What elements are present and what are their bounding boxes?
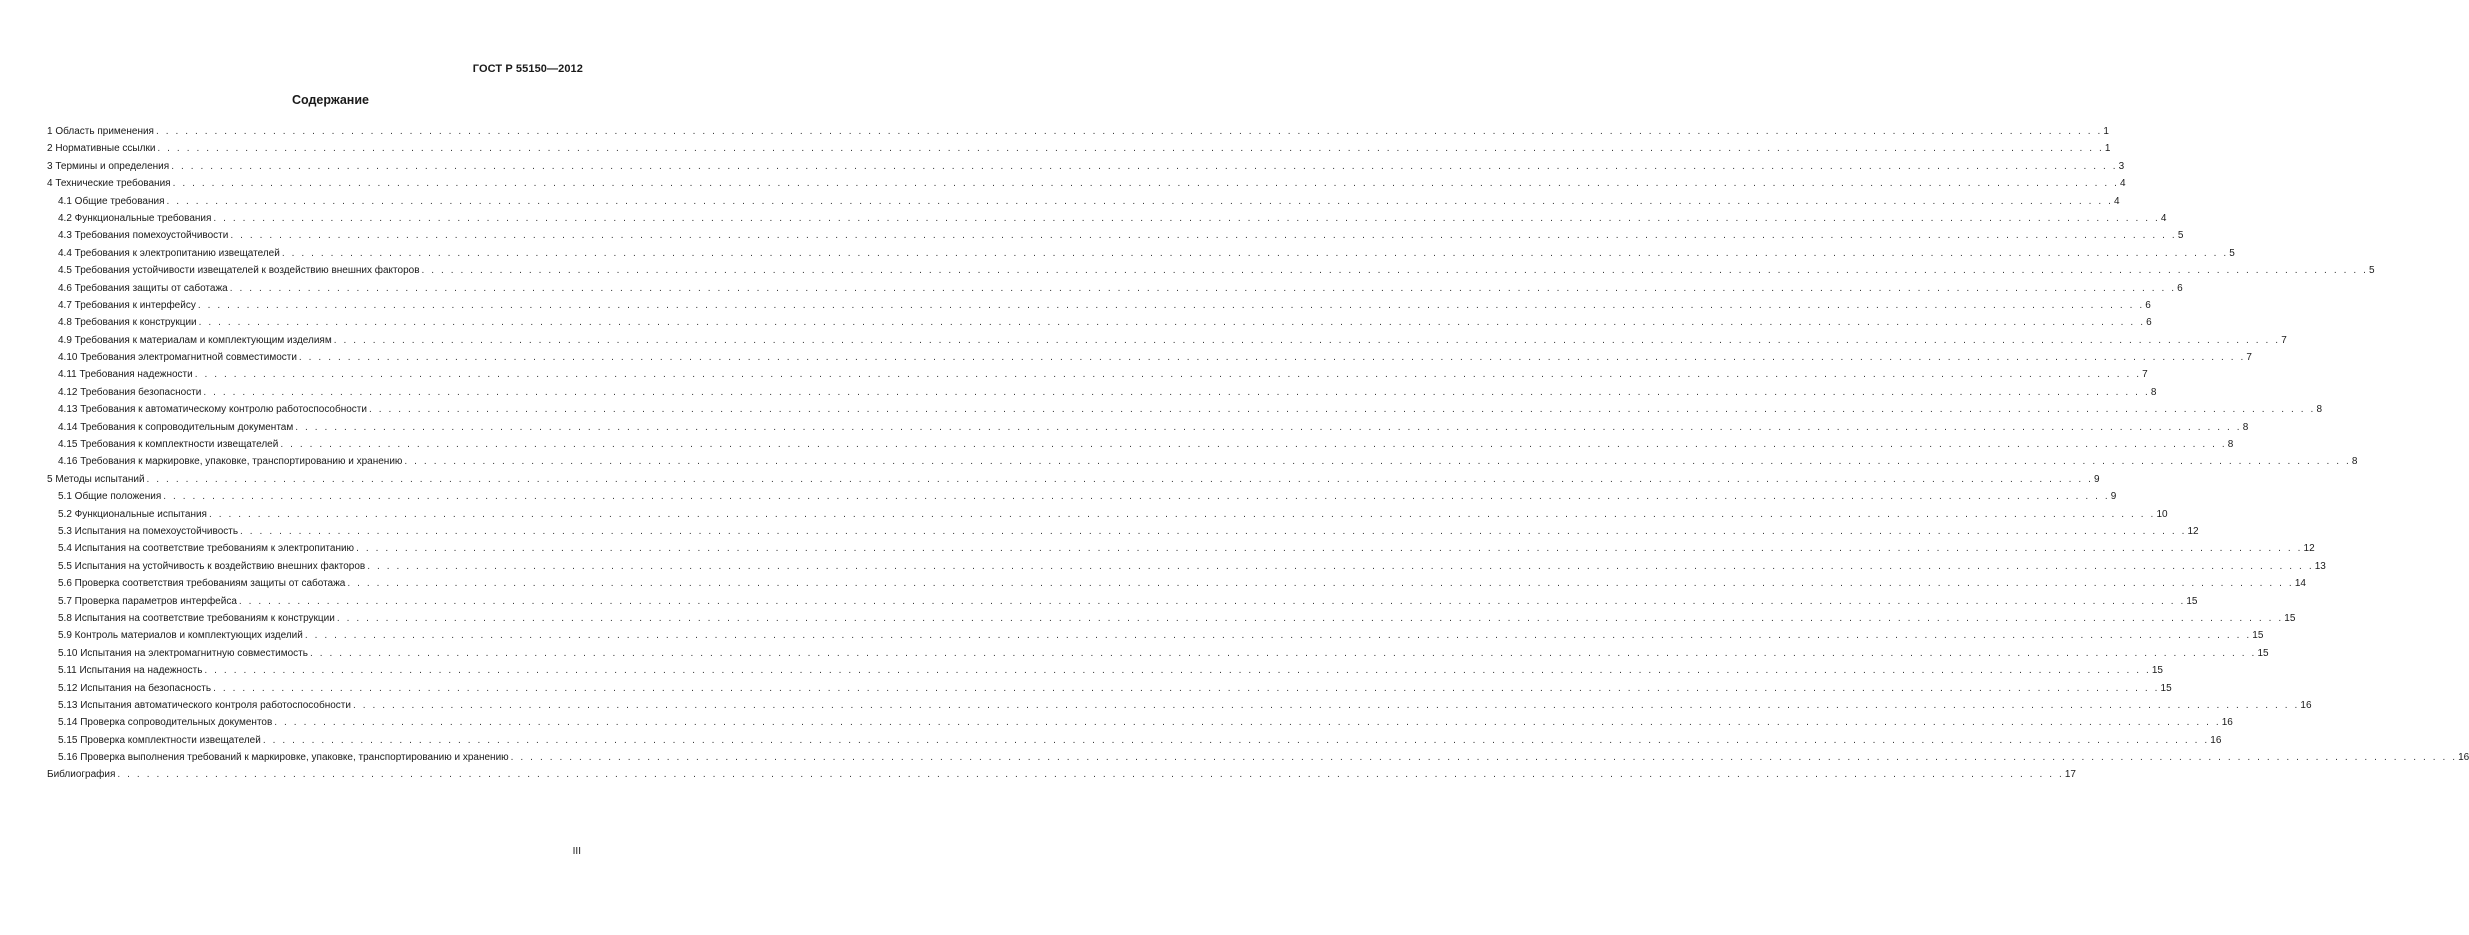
toc-entry-label: 4.16 Требования к маркировке, упаковке, транспортированию и хранению bbox=[58, 456, 403, 468]
toc-entry bbox=[47, 645, 2269, 662]
dot-leader: . . . . . . . . . . . . . . . . . . . . . . . . . . . . . . . . . . . . . . . . . . . . . . . . . . . . . . . . . . . . . . . . . . . . . . . . . . . . . . . . . . . . . . . . . . . . . . . . . . . . . . . . . . . . . . . . . . . . . . . . . . . . . . . . . . . . . . . . . . . . . . . . . . . . . . . . . . . . . . . . . . . . . . . . . . . . . . . . . . . . . . . . . . . . . . . . . . . . . . . . bbox=[274, 717, 2221, 729]
toc-entry bbox=[47, 540, 2315, 557]
toc-entry bbox=[47, 610, 2296, 627]
toc-entry-page: 1 bbox=[2103, 126, 2109, 137]
toc-entry-label: 4.2 Функциональные требования bbox=[58, 212, 212, 224]
toc-entry-label: 5.11 Испытания на надежность bbox=[58, 665, 203, 677]
page-folio: III bbox=[572, 846, 581, 857]
toc-entry bbox=[47, 332, 2287, 349]
toc-entry-page: 16 bbox=[2458, 752, 2469, 764]
toc-entry bbox=[47, 766, 2076, 783]
toc-entry-label: 4.9 Требования к материалам и комплектующим изделиям bbox=[58, 334, 332, 346]
dot-leader: . . . . . . . . . . . . . . . . . . . . . . . . . . . . . . . . . . . . . . . . . . . . . . . . . . . . . . . . . . . . . . . . . . . . . . . . . . . . . . . . . . . . . . . . . . . . . . . . . . . . . . . . . . . . . . . . . . . . . . . . . . . . . . . . . . . . . . . . . . . . . . . . . . . . . . . . . . . . . . . . . . . . . . . . . . . . . . . . . . . . . . . . . . . . . . . . . . . . . . . . bbox=[356, 543, 2303, 555]
dot-leader: . . . . . . . . . . . . . . . . . . . . . . . . . . . . . . . . . . . . . . . . . . . . . . . . . . . . . . . . . . . . . . . . . . . . . . . . . . . . . . . . . . . . . . . . . . . . . . . . . . . . . . . . . . . . . . . . . . . . . . . . . . . . . . . . . . . . . . . . . . . . . . . . . . . . . . . . . . . . . . . . . . . . . . . . . . . . . . . . . . . . . . . . . . . . . . . . . . . . . . . . bbox=[229, 282, 2177, 294]
toc-entry bbox=[47, 749, 2469, 766]
toc-entry-label: 4.11 Требования надежности bbox=[58, 369, 193, 381]
toc-entry bbox=[47, 227, 2184, 244]
toc-entry-page: 6 bbox=[2177, 282, 2183, 294]
toc-entry-page: 7 bbox=[2246, 352, 2252, 364]
standard-designation: ГОСТ Р 55150—2012 bbox=[472, 63, 583, 75]
toc-entry-label: 4.3 Требования помехоустойчивости bbox=[58, 230, 229, 242]
dot-leader: . . . . . . . . . . . . . . . . . . . . . . . . . . . . . . . . . . . . . . . . . . . . . . . . . . . . . . . . . . . . . . . . . . . . . . . . . . . . . . . . . . . . . . . . . . . . . . . . . . . . . . . . . . . . . . . . . . . . . . . . . . . . . . . . . . . . . . . . . . . . . . . . . . . . . . . . . . . . . . . . . . . . . . . . . . . . . . . . . . . . . . . . . . . . . . . . . . . . . . . . bbox=[262, 734, 2210, 746]
toc-entry-page: 7 bbox=[2142, 369, 2148, 381]
toc-entry-page: 15 bbox=[2252, 630, 2264, 642]
toc-entry-label: 5.2 Функциональные испытания bbox=[58, 508, 207, 520]
toc-entry-page: 4 bbox=[2160, 212, 2167, 224]
dot-leader: . . . . . . . . . . . . . . . . . . . . . . . . . . . . . . . . . . . . . . . . . . . . . . . . . . . . . . . . . . . . . . . . . . . . . . . . . . . . . . . . . . . . . . . . . . . . . . . . . . . . . . . . . . . . . . . . . . . . . . . . . . . . . . . . . . . . . . . . . . . . . . . . . . . . . . . . . . . . . . . . . . . . . . . . . . . . . . . . . . . . . . . . . . . . . . . . . . . . . . . . bbox=[203, 386, 2150, 398]
dot-leader: . . . . . . . . . . . . . . . . . . . . . . . . . . . . . . . . . . . . . . . . . . . . . . . . . . . . . . . . . . . . . . . . . . . . . . . . . . . . . . . . . . . . . . . . . . . . . . . . . . . . . . . . . . . . . . . . . . . . . . . . . . . . . . . . . . . . . . . . . . . . . . . . . . . . . . . . . . . . . . . . . . . . . . . . . . . . . . . . . . . . . . . . . . . . . . . . . . . . . . . . bbox=[146, 473, 2093, 485]
toc-entry-page: 4 bbox=[2113, 195, 2120, 207]
toc-entry-page: 4 bbox=[2120, 178, 2126, 190]
toc-entry-page: 8 bbox=[2316, 404, 2322, 416]
toc-entry-label: 4.10 Требования электромагнитной совместимости bbox=[58, 352, 297, 364]
toc-entry bbox=[47, 140, 2111, 157]
toc-entry-label: 1 Область применения bbox=[47, 126, 154, 137]
toc-entry bbox=[47, 453, 2358, 470]
toc-entry-label: 5.7 Проверка параметров интерфейса bbox=[58, 595, 237, 607]
dot-leader: . . . . . . . . . . . . . . . . . . . . . . . . . . . . . . . . . . . . . . . . . . . . . . . . . . . . . . . . . . . . . . . . . . . . . . . . . . . . . . . . . . . . . . . . . . . . . . . . . . . . . . . . . . . . . . . . . . . . . . . . . . . . . . . . . . . . . . . . . . . . . . . . . . . . . . . . . . . . . . . . . . . . . . . . . . . . . . . . . . . . . . . . . . . . . . . . . . . . . . . . bbox=[336, 612, 2284, 624]
toc-entry bbox=[47, 280, 2183, 297]
toc-entry-page: 14 bbox=[2294, 578, 2306, 590]
toc-entry-label: 5.8 Испытания на соответствие требованиям к конструкции bbox=[58, 612, 335, 624]
toc-entry-label: 4.1 Общие требования bbox=[58, 195, 165, 207]
toc-entry-label: 4.8 Требования к конструкции bbox=[58, 317, 197, 329]
toc-entry bbox=[47, 210, 2167, 227]
toc-entry-page: 8 bbox=[2242, 421, 2249, 433]
dot-leader: . . . . . . . . . . . . . . . . . . . . . . . . . . . . . . . . . . . . . . . . . . . . . . . . . . . . . . . . . . . . . . . . . . . . . . . . . . . . . . . . . . . . . . . . . . . . . . . . . . . . . . . . . . . . . . . . . . . . . . . . . . . . . . . . . . . . . . . . . . . . . . . . . . . . . . . . . . . . . . . . . . . . . . . . . . . . . . . . . . . . . . . . . . . . . . . . . . . . . . . . bbox=[194, 369, 2142, 381]
toc-entry-page: 15 bbox=[2160, 682, 2172, 694]
toc-entry-page: 15 bbox=[2186, 595, 2198, 607]
toc-entry-page: 6 bbox=[2145, 299, 2151, 311]
toc-entry-page: 16 bbox=[2221, 717, 2233, 729]
toc-entry bbox=[47, 488, 2117, 505]
dot-leader: . . . . . . . . . . . . . . . . . . . . . . . . . . . . . . . . . . . . . . . . . . . . . . . . . . . . . . . . . . . . . . . . . . . . . . . . . . . . . . . . . . . . . . . . . . . . . . . . . . . . . . . . . . . . . . . . . . . . . . . . . . . . . . . . . . . . . . . . . . . . . . . . . . . . . . . . . . . . . . . . . . . . . . . . . . . . . . . . . . . . . . . . . . . . . . . . . . . . . . . . bbox=[295, 421, 2242, 433]
toc-entry-page: 10 bbox=[2156, 508, 2168, 520]
dot-leader: . . . . . . . . . . . . . . . . . . . . . . . . . . . . . . . . . . . . . . . . . . . . . . . . . . . . . . . . . . . . . . . . . . . . . . . . . . . . . . . . . . . . . . . . . . . . . . . . . . . . . . . . . . . . . . . . . . . . . . . . . . . . . . . . . . . . . . . . . . . . . . . . . . . . . . . . . . . . . . . . . . . . . . . . . . . . . . . . . . . . . . . . . . . . . . . . . . . . . . . . bbox=[117, 769, 2064, 781]
toc-entry-label: 4.12 Требования безопасности bbox=[58, 386, 202, 398]
toc-entry-page: 5 bbox=[2368, 265, 2375, 277]
dot-leader: . . . . . . . . . . . . . . . . . . . . . . . . . . . . . . . . . . . . . . . . . . . . . . . . . . . . . . . . . . . . . . . . . . . . . . . . . . . . . . . . . . . . . . . . . . . . . . . . . . . . . . . . . . . . . . . . . . . . . . . . . . . . . . . . . . . . . . . . . . . . . . . . . . . . . . . . . . . . . . . . . . . . . . . . . . . . . . . . . . . . . . . . . . . . . . . . . . . . . . . . bbox=[333, 334, 2281, 346]
dot-leader: . . . . . . . . . . . . . . . . . . . . . . . . . . . . . . . . . . . . . . . . . . . . . . . . . . . . . . . . . . . . . . . . . . . . . . . . . . . . . . . . . . . . . . . . . . . . . . . . . . . . . . . . . . . . . . . . . . . . . . . . . . . . . . . . . . . . . . . . . . . . . . . . . . . . . . . . . . . . . . . . . . . . . . . . . . . . . . . . . . . . . . . . . . . . . . . . . . . . . . . . bbox=[421, 265, 2368, 277]
dot-leader: . . . . . . . . . . . . . . . . . . . . . . . . . . . . . . . . . . . . . . . . . . . . . . . . . . . . . . . . . . . . . . . . . . . . . . . . . . . . . . . . . . . . . . . . . . . . . . . . . . . . . . . . . . . . . . . . . . . . . . . . . . . . . . . . . . . . . . . . . . . . . . . . . . . . . . . . . . . . . . . . . . . . . . . . . . . . . . . . . . . . . . . . . . . . . . . . . . . . . . . . bbox=[197, 299, 2145, 311]
toc-entry-label: 5.6 Проверка соответствия требованиям защиты от саботажа bbox=[58, 578, 346, 590]
toc-entry-label: 4.6 Требования защиты от саботажа bbox=[58, 282, 228, 294]
dot-leader: . . . . . . . . . . . . . . . . . . . . . . . . . . . . . . . . . . . . . . . . . . . . . . . . . . . . . . . . . . . . . . . . . . . . . . . . . . . . . . . . . . . . . . . . . . . . . . . . . . . . . . . . . . . . . . . . . . . . . . . . . . . . . . . . . . . . . . . . . . . . . . . . . . . . . . . . . . . . . . . . . . . . . . . . . . . . . . . . . . . . . . . . . . . . . . . . . . . . . . . . bbox=[198, 317, 2146, 329]
toc-entry-page: 3 bbox=[2118, 160, 2125, 172]
dot-leader: . . . . . . . . . . . . . . . . . . . . . . . . . . . . . . . . . . . . . . . . . . . . . . . . . . . . . . . . . . . . . . . . . . . . . . . . . . . . . . . . . . . . . . . . . . . . . . . . . . . . . . . . . . . . . . . . . . . . . . . . . . . . . . . . . . . . . . . . . . . . . . . . . . . . . . . . . . . . . . . . . . . . . . . . . . . . . . . . . . . . . . . . . . . . . . . . . . . . . . . . bbox=[404, 456, 2351, 468]
dot-leader: . . . . . . . . . . . . . . . . . . . . . . . . . . . . . . . . . . . . . . . . . . . . . . . . . . . . . . . . . . . . . . . . . . . . . . . . . . . . . . . . . . . . . . . . . . . . . . . . . . . . . . . . . . . . . . . . . . . . . . . . . . . . . . . . . . . . . . . . . . . . . . . . . . . . . . . . . . . . . . . . . . . . . . . . . . . . . . . . . . . . . . . . . . . . . . . . . . . . . . . . bbox=[309, 647, 2257, 659]
toc-entry bbox=[47, 732, 2222, 749]
toc-entry-page: 6 bbox=[2146, 317, 2152, 329]
toc-entry-page: 9 bbox=[2094, 473, 2100, 485]
toc-entry-label: 5.9 Контроль материалов и комплектующих изделий bbox=[58, 630, 303, 642]
toc-entry-label: 5.5 Испытания на устойчивость к воздействию внешних факторов bbox=[58, 560, 366, 572]
dot-leader: . . . . . . . . . . . . . . . . . . . . . . . . . . . . . . . . . . . . . . . . . . . . . . . . . . . . . . . . . . . . . . . . . . . . . . . . . . . . . . . . . . . . . . . . . . . . . . . . . . . . . . . . . . . . . . . . . . . . . . . . . . . . . . . . . . . . . . . . . . . . . . . . . . . . . . . . . . . . . . . . . . . . . . . . . . . . . . . . . . . . . . . . . . . . . . . . . . . . . . . . bbox=[238, 595, 2186, 607]
toc-entry bbox=[47, 436, 2234, 453]
toc-entry-label: 5.13 Испытания автоматического контроля работоспособности bbox=[58, 699, 351, 711]
toc-entry bbox=[47, 158, 2125, 175]
toc-entry-label: 4.5 Требования устойчивости извещателей к воздействию внешних факторов bbox=[58, 265, 420, 277]
toc-entry bbox=[47, 662, 2163, 679]
dot-leader: . . . . . . . . . . . . . . . . . . . . . . . . . . . . . . . . . . . . . . . . . . . . . . . . . . . . . . . . . . . . . . . . . . . . . . . . . . . . . . . . . . . . . . . . . . . . . . . . . . . . . . . . . . . . . . . . . . . . . . . . . . . . . . . . . . . . . . . . . . . . . . . . . . . . . . . . . . . . . . . . . . . . . . . . . . . . . . . . . . . . . . . . . . . . . . . . . . . . . . . . bbox=[367, 560, 2314, 572]
toc-entry-page: 12 bbox=[2187, 525, 2199, 537]
toc-entry-label: 5.10 Испытания на электромагнитную совместимость bbox=[58, 647, 308, 659]
toc-entry bbox=[47, 175, 2126, 192]
toc-entry-page: 16 bbox=[2300, 699, 2312, 711]
toc-entry bbox=[47, 680, 2172, 697]
toc-entry bbox=[47, 523, 2199, 540]
toc-entry bbox=[47, 471, 2100, 488]
toc-entry-page: 8 bbox=[2351, 456, 2358, 468]
table-of-contents bbox=[47, 123, 2469, 784]
toc-entry-page: 17 bbox=[2064, 769, 2076, 781]
toc-entry bbox=[47, 366, 2148, 383]
toc-entry-label: 2 Нормативные ссылки bbox=[47, 143, 156, 155]
dot-leader: . . . . . . . . . . . . . . . . . . . . . . . . . . . . . . . . . . . . . . . . . . . . . . . . . . . . . . . . . . . . . . . . . . . . . . . . . . . . . . . . . . . . . . . . . . . . . . . . . . . . . . . . . . . . . . . . . . . . . . . . . . . . . . . . . . . . . . . . . . . . . . . . . . . . . . . . . . . . . . . . . . . . . . . . . . . . . . . . . . . . . . . . . . . . . . . . . . . . . . . . bbox=[172, 178, 2120, 190]
toc-entry bbox=[47, 419, 2249, 436]
toc-entry-page: 15 bbox=[2284, 612, 2296, 624]
toc-entry bbox=[47, 558, 2326, 575]
dot-leader: . . . . . . . . . . . . . . . . . . . . . . . . . . . . . . . . . . . . . . . . . . . . . . . . . . . . . . . . . . . . . . . . . . . . . . . . . . . . . . . . . . . . . . . . . . . . . . . . . . . . . . . . . . . . . . . . . . . . . . . . . . . . . . . . . . . . . . . . . . . . . . . . . . . . . . . . . . . . . . . . . . . . . . . . . . . . . . . . . . . . . . . . . . . . . . . . . . . . . . . . bbox=[163, 491, 2110, 503]
dot-leader: . . . . . . . . . . . . . . . . . . . . . . . . . . . . . . . . . . . . . . . . . . . . . . . . . . . . . . . . . . . . . . . . . . . . . . . . . . . . . . . . . . . . . . . . . . . . . . . . . . . . . . . . . . . . . . . . . . . . . . . . . . . . . . . . . . . . . . . . . . . . . . . . . . . . . . . . . . . . . . . . . . . . . . . . . . . . . . . . . . . . . . . . . . . . . . . . . . . . . . . . bbox=[510, 752, 2458, 764]
toc-entry-page: 16 bbox=[2210, 734, 2222, 746]
toc-entry-label: Библиография bbox=[47, 769, 116, 781]
dot-leader: . . . . . . . . . . . . . . . . . . . . . . . . . . . . . . . . . . . . . . . . . . . . . . . . . . . . . . . . . . . . . . . . . . . . . . . . . . . . . . . . . . . . . . . . . . . . . . . . . . . . . . . . . . . . . . . . . . . . . . . . . . . . . . . . . . . . . . . . . . . . . . . . . . . . . . . . . . . . . . . . . . . . . . . . . . . . . . . . . . . . . . . . . . . . . . . . . . . . . . . . bbox=[155, 126, 2103, 137]
dot-leader: . . . . . . . . . . . . . . . . . . . . . . . . . . . . . . . . . . . . . . . . . . . . . . . . . . . . . . . . . . . . . . . . . . . . . . . . . . . . . . . . . . . . . . . . . . . . . . . . . . . . . . . . . . . . . . . . . . . . . . . . . . . . . . . . . . . . . . . . . . . . . . . . . . . . . . . . . . . . . . . . . . . . . . . . . . . . . . . . . . . . . . . . . . . . . . . . . . . . . . . . bbox=[166, 195, 2113, 207]
toc-entry bbox=[47, 575, 2306, 592]
toc-entry-page: 1 bbox=[2104, 143, 2111, 155]
dot-leader: . . . . . . . . . . . . . . . . . . . . . . . . . . . . . . . . . . . . . . . . . . . . . . . . . . . . . . . . . . . . . . . . . . . . . . . . . . . . . . . . . . . . . . . . . . . . . . . . . . . . . . . . . . . . . . . . . . . . . . . . . . . . . . . . . . . . . . . . . . . . . . . . . . . . . . . . . . . . . . . . . . . . . . . . . . . . . . . . . . . . . . . . . . . . . . . . . . . . . . . . bbox=[157, 143, 2104, 155]
toc-entry-label: 5 Методы испытаний bbox=[47, 473, 145, 485]
toc-entry bbox=[47, 123, 2109, 140]
toc-entry bbox=[47, 506, 2168, 523]
toc-entry bbox=[47, 697, 2312, 714]
toc-entry-page: 5 bbox=[2177, 230, 2184, 242]
toc-entry bbox=[47, 593, 2198, 610]
toc-entry-page: 5 bbox=[2229, 247, 2235, 259]
toc-entry-label: 5.14 Проверка сопроводительных документов bbox=[58, 717, 273, 729]
toc-entry bbox=[47, 262, 2375, 279]
toc-entry-label: 5.4 Испытания на соответствие требованиям к электропитанию bbox=[58, 543, 355, 555]
toc-entry-label: 4.15 Требования к комплектности извещателей bbox=[58, 439, 279, 451]
page-title: Содержание bbox=[291, 93, 369, 107]
toc-entry bbox=[47, 245, 2235, 262]
dot-leader: . . . . . . . . . . . . . . . . . . . . . . . . . . . . . . . . . . . . . . . . . . . . . . . . . . . . . . . . . . . . . . . . . . . . . . . . . . . . . . . . . . . . . . . . . . . . . . . . . . . . . . . . . . . . . . . . . . . . . . . . . . . . . . . . . . . . . . . . . . . . . . . . . . . . . . . . . . . . . . . . . . . . . . . . . . . . . . . . . . . . . . . . . . . . . . . . . . . . . . . . bbox=[280, 439, 2227, 451]
dot-leader: . . . . . . . . . . . . . . . . . . . . . . . . . . . . . . . . . . . . . . . . . . . . . . . . . . . . . . . . . . . . . . . . . . . . . . . . . . . . . . . . . . . . . . . . . . . . . . . . . . . . . . . . . . . . . . . . . . . . . . . . . . . . . . . . . . . . . . . . . . . . . . . . . . . . . . . . . . . . . . . . . . . . . . . . . . . . . . . . . . . . . . . . . . . . . . . . . . . . . . . . bbox=[213, 682, 2160, 694]
toc-entry-page: 13 bbox=[2314, 560, 2326, 572]
toc-entry-label: 5.3 Испытания на помехоустойчивость bbox=[58, 525, 239, 537]
dot-leader: . . . . . . . . . . . . . . . . . . . . . . . . . . . . . . . . . . . . . . . . . . . . . . . . . . . . . . . . . . . . . . . . . . . . . . . . . . . . . . . . . . . . . . . . . . . . . . . . . . . . . . . . . . . . . . . . . . . . . . . . . . . . . . . . . . . . . . . . . . . . . . . . . . . . . . . . . . . . . . . . . . . . . . . . . . . . . . . . . . . . . . . . . . . . . . . . . . . . . . . . bbox=[204, 665, 2151, 677]
toc-entry bbox=[47, 401, 2322, 418]
toc-entry-page: 15 bbox=[2151, 665, 2163, 677]
toc-entry bbox=[47, 349, 2252, 366]
toc-entry-page: 12 bbox=[2303, 543, 2315, 555]
dot-leader: . . . . . . . . . . . . . . . . . . . . . . . . . . . . . . . . . . . . . . . . . . . . . . . . . . . . . . . . . . . . . . . . . . . . . . . . . . . . . . . . . . . . . . . . . . . . . . . . . . . . . . . . . . . . . . . . . . . . . . . . . . . . . . . . . . . . . . . . . . . . . . . . . . . . . . . . . . . . . . . . . . . . . . . . . . . . . . . . . . . . . . . . . . . . . . . . . . . . . . . . bbox=[240, 525, 2187, 537]
toc-entry-page: 7 bbox=[2281, 334, 2287, 346]
dot-leader: . . . . . . . . . . . . . . . . . . . . . . . . . . . . . . . . . . . . . . . . . . . . . . . . . . . . . . . . . . . . . . . . . . . . . . . . . . . . . . . . . . . . . . . . . . . . . . . . . . . . . . . . . . . . . . . . . . . . . . . . . . . . . . . . . . . . . . . . . . . . . . . . . . . . . . . . . . . . . . . . . . . . . . . . . . . . . . . . . . . . . . . . . . . . . . . . . . . . . . . . bbox=[213, 212, 2160, 224]
toc-entry bbox=[47, 714, 2233, 731]
toc-entry-label: 5.1 Общие положения bbox=[58, 491, 162, 503]
toc-entry-page: 8 bbox=[2227, 439, 2234, 451]
dot-leader: . . . . . . . . . . . . . . . . . . . . . . . . . . . . . . . . . . . . . . . . . . . . . . . . . . . . . . . . . . . . . . . . . . . . . . . . . . . . . . . . . . . . . . . . . . . . . . . . . . . . . . . . . . . . . . . . . . . . . . . . . . . . . . . . . . . . . . . . . . . . . . . . . . . . . . . . . . . . . . . . . . . . . . . . . . . . . . . . . . . . . . . . . . . . . . . . . . . . . . . . bbox=[298, 352, 2246, 364]
dot-leader: . . . . . . . . . . . . . . . . . . . . . . . . . . . . . . . . . . . . . . . . . . . . . . . . . . . . . . . . . . . . . . . . . . . . . . . . . . . . . . . . . . . . . . . . . . . . . . . . . . . . . . . . . . . . . . . . . . . . . . . . . . . . . . . . . . . . . . . . . . . . . . . . . . . . . . . . . . . . . . . . . . . . . . . . . . . . . . . . . . . . . . . . . . . . . . . . . . . . . . . . bbox=[171, 160, 2118, 172]
dot-leader: . . . . . . . . . . . . . . . . . . . . . . . . . . . . . . . . . . . . . . . . . . . . . . . . . . . . . . . . . . . . . . . . . . . . . . . . . . . . . . . . . . . . . . . . . . . . . . . . . . . . . . . . . . . . . . . . . . . . . . . . . . . . . . . . . . . . . . . . . . . . . . . . . . . . . . . . . . . . . . . . . . . . . . . . . . . . . . . . . . . . . . . . . . . . . . . . . . . . . . . . bbox=[281, 247, 2229, 259]
toc-entry bbox=[47, 297, 2151, 314]
toc-entry-page: 8 bbox=[2150, 386, 2157, 398]
dot-leader: . . . . . . . . . . . . . . . . . . . . . . . . . . . . . . . . . . . . . . . . . . . . . . . . . . . . . . . . . . . . . . . . . . . . . . . . . . . . . . . . . . . . . . . . . . . . . . . . . . . . . . . . . . . . . . . . . . . . . . . . . . . . . . . . . . . . . . . . . . . . . . . . . . . . . . . . . . . . . . . . . . . . . . . . . . . . . . . . . . . . . . . . . . . . . . . . . . . . . . . . bbox=[304, 630, 2252, 642]
dot-leader: . . . . . . . . . . . . . . . . . . . . . . . . . . . . . . . . . . . . . . . . . . . . . . . . . . . . . . . . . . . . . . . . . . . . . . . . . . . . . . . . . . . . . . . . . . . . . . . . . . . . . . . . . . . . . . . . . . . . . . . . . . . . . . . . . . . . . . . . . . . . . . . . . . . . . . . . . . . . . . . . . . . . . . . . . . . . . . . . . . . . . . . . . . . . . . . . . . . . . . . . bbox=[230, 230, 2177, 242]
dot-leader: . . . . . . . . . . . . . . . . . . . . . . . . . . . . . . . . . . . . . . . . . . . . . . . . . . . . . . . . . . . . . . . . . . . . . . . . . . . . . . . . . . . . . . . . . . . . . . . . . . . . . . . . . . . . . . . . . . . . . . . . . . . . . . . . . . . . . . . . . . . . . . . . . . . . . . . . . . . . . . . . . . . . . . . . . . . . . . . . . . . . . . . . . . . . . . . . . . . . . . . . bbox=[208, 508, 2156, 520]
dot-leader: . . . . . . . . . . . . . . . . . . . . . . . . . . . . . . . . . . . . . . . . . . . . . . . . . . . . . . . . . . . . . . . . . . . . . . . . . . . . . . . . . . . . . . . . . . . . . . . . . . . . . . . . . . . . . . . . . . . . . . . . . . . . . . . . . . . . . . . . . . . . . . . . . . . . . . . . . . . . . . . . . . . . . . . . . . . . . . . . . . . . . . . . . . . . . . . . . . . . . . . . bbox=[368, 404, 2316, 416]
toc-entry-label: 5.16 Проверка выполнения требований к маркировке, упаковке, транспортированию и хранению bbox=[58, 752, 509, 764]
toc-entry-label: 4.14 Требования к сопроводительным документам bbox=[58, 421, 294, 433]
toc-entry-page: 9 bbox=[2110, 491, 2117, 503]
toc-entry-label: 4 Технические требования bbox=[47, 178, 171, 190]
dot-leader: . . . . . . . . . . . . . . . . . . . . . . . . . . . . . . . . . . . . . . . . . . . . . . . . . . . . . . . . . . . . . . . . . . . . . . . . . . . . . . . . . . . . . . . . . . . . . . . . . . . . . . . . . . . . . . . . . . . . . . . . . . . . . . . . . . . . . . . . . . . . . . . . . . . . . . . . . . . . . . . . . . . . . . . . . . . . . . . . . . . . . . . . . . . . . . . . . . . . . . . . bbox=[347, 578, 2294, 590]
toc-entry-label: 4.4 Требования к электропитанию извещателей bbox=[58, 247, 280, 259]
toc-entry-label: 3 Термины и определения bbox=[47, 160, 170, 172]
toc-entry-label: 4.13 Требования к автоматическому контролю работоспособности bbox=[58, 404, 367, 416]
toc-entry bbox=[47, 384, 2157, 401]
toc-entry-label: 5.15 Проверка комплектности извещателей bbox=[58, 734, 261, 746]
toc-entry-page: 15 bbox=[2257, 647, 2269, 659]
toc-entry-label: 4.7 Требования к интерфейсу bbox=[58, 299, 196, 311]
toc-entry bbox=[47, 193, 2120, 210]
toc-entry bbox=[47, 627, 2264, 644]
toc-entry-label: 5.12 Испытания на безопасность bbox=[58, 682, 212, 694]
dot-leader: . . . . . . . . . . . . . . . . . . . . . . . . . . . . . . . . . . . . . . . . . . . . . . . . . . . . . . . . . . . . . . . . . . . . . . . . . . . . . . . . . . . . . . . . . . . . . . . . . . . . . . . . . . . . . . . . . . . . . . . . . . . . . . . . . . . . . . . . . . . . . . . . . . . . . . . . . . . . . . . . . . . . . . . . . . . . . . . . . . . . . . . . . . . . . . . . . . . . . . . . bbox=[352, 699, 2300, 711]
toc-entry bbox=[47, 314, 2152, 331]
